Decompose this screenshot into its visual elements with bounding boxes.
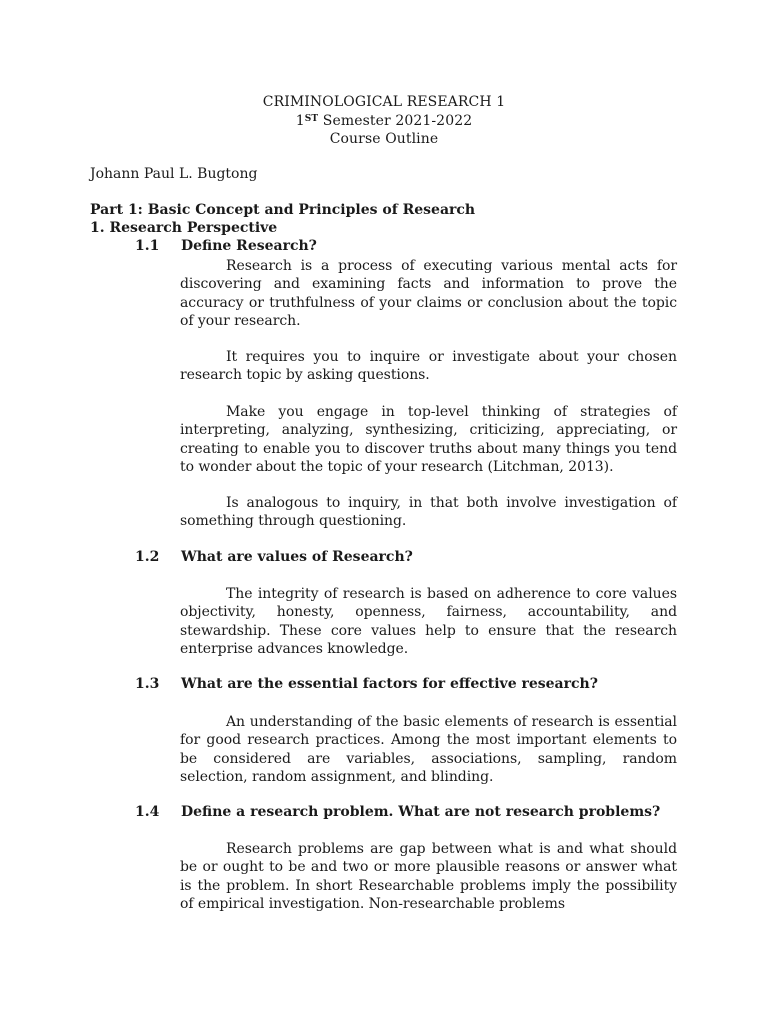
subsection-title: Define a research problem. What are not research problems? [181, 804, 661, 820]
subsection-title: What are the essential factors for effective research? [181, 676, 598, 692]
subsection-title: Define Research? [181, 238, 317, 254]
subsection-title: What are values of Research? [181, 549, 413, 565]
course-subtitle: Course Outline [329, 131, 439, 147]
document-header [0, 93, 768, 149]
semester-line [0, 112, 768, 131]
course-title: CRIMINOLOGICAL RESEARCH 1 [262, 94, 506, 110]
paragraph: Research is a process of executing various mental acts for discovering and examining facts and information to prove the accuracy or truthfulness of your claims or conclusion about the topic of your research. [180, 258, 677, 329]
part-title: Part 1: Basic Concept and Principles of Research [90, 202, 476, 218]
author-name: Johann Paul L. Bugtong [90, 166, 258, 182]
subsection-heading-1-1 [135, 238, 317, 254]
subsection-number: 1.4 [135, 804, 160, 820]
paragraph: It requires you to inquire or investigate about your chosen research topic by asking questions. [180, 349, 677, 384]
subsection-number: 1.2 [135, 549, 160, 565]
paragraph: Make you engage in top-level thinking of strategies of interpreting, analyzing, synthesizing, criticizing, appreciating, or creating to enable you to discover truths about many things you tend to wonder about the topic of your research (Litchman, 2013). [180, 404, 677, 475]
semester-text: Semester 2021-2022 [318, 112, 473, 129]
paragraph: Is analogous to inquiry, in that both involve investigation of something through questioning. [180, 495, 677, 530]
subsection-number: 1.1 [135, 238, 160, 254]
semester-superscript: ST [304, 113, 319, 124]
paragraph: An understanding of the basic elements of research is essential for good research practices. Among the most important elements to be considered are variables, associations, sampling, random selection, random assignment, and blinding. [180, 714, 677, 785]
paragraph: The integrity of research is based on adherence to core values objectivity, honesty, openness, fairness, accountability, and stewardship. These core values help to ensure that the research enterprise advances knowledge. [180, 586, 677, 657]
subsection-heading-1-4 [135, 804, 660, 820]
paragraph: Research problems are gap between what is and what should be or ought to be and two or more plausible reasons or answer what is the problem. In short Researchable problems imply the possibility of empirical investigation. Non-researchable problems [180, 841, 677, 912]
semester-number: 1 [295, 112, 305, 129]
subsection-heading-1-3 [135, 676, 598, 692]
subsection-heading-1-2 [135, 549, 413, 565]
section-title: 1. Research Perspective [90, 220, 278, 236]
subsection-number: 1.3 [135, 676, 160, 692]
